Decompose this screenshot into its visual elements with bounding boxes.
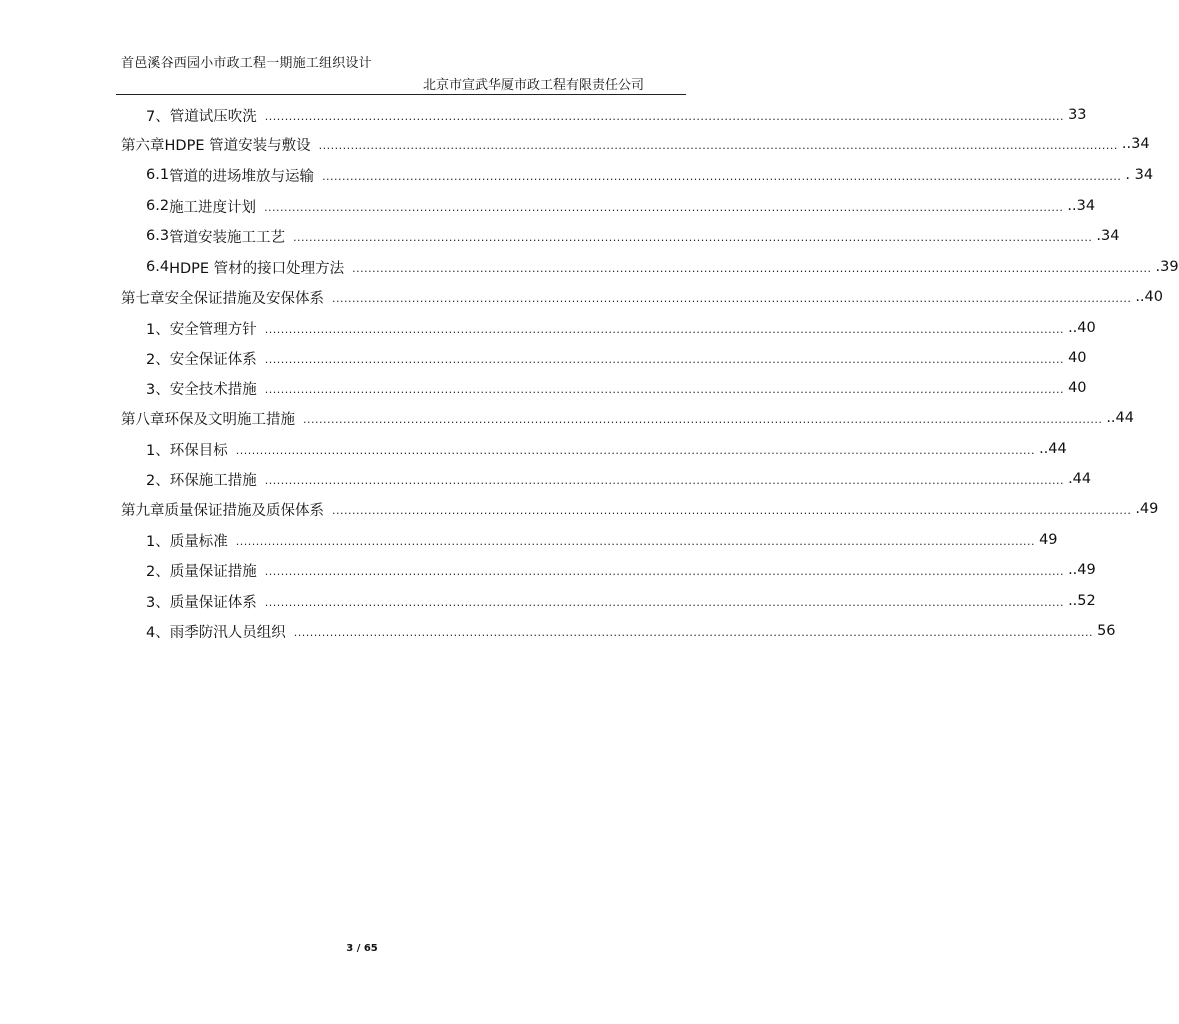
toc-entry-number: 1、 [146, 321, 170, 338]
toc-entry-number: 第八章 [121, 411, 165, 428]
toc-entry-page: . 34 [1125, 167, 1154, 183]
toc-entry[interactable] [121, 132, 1150, 156]
toc-entry[interactable] [146, 103, 1087, 127]
toc-entry-number: 1、 [146, 442, 170, 459]
toc-entry-page: ..44 [1106, 410, 1134, 426]
toc-entry-page: 33 [1068, 107, 1087, 123]
dot-leader: ........................................................................................................................................................................................................ [293, 231, 1093, 244]
toc-entry-number: 6.4 [146, 259, 170, 275]
toc-entry[interactable] [146, 255, 1179, 279]
dot-leader: ........................................................................................................................................................................................................ [264, 201, 1064, 214]
toc-entry-title: 施工进度计划 [169, 199, 257, 216]
toc-entry-title: 管道试压吹洗 [169, 108, 257, 125]
toc-entry-page: .44 [1068, 471, 1092, 487]
toc-entry-page: 40 [1068, 380, 1087, 396]
toc-entry[interactable] [146, 163, 1154, 187]
toc-entry-number: 7、 [146, 108, 170, 125]
toc-entry-number: 1、 [146, 533, 170, 550]
toc-entry-page: 49 [1039, 532, 1058, 548]
dot-leader: ........................................................................................................................................................................................................ [235, 444, 1036, 457]
dot-leader: ........................................................................................................................................................................................................ [303, 413, 1103, 426]
dot-leader: ........................................................................................................................................................................................................ [264, 596, 1065, 609]
toc-entry[interactable] [146, 437, 1067, 461]
toc-entry-title: 安全保证体系 [169, 351, 257, 368]
toc-entry-number: 6.3 [146, 228, 170, 244]
toc-entry[interactable] [146, 224, 1120, 248]
header-company-name: 北京市宣武华厦市政工程有限责任公司 [422, 78, 644, 93]
toc-entry-title: 环保及文明施工措施 [164, 411, 295, 428]
toc-entry-page: ..49 [1068, 562, 1096, 578]
toc-entry-title: HDPE 管材的接口处理方法 [169, 260, 345, 277]
toc-entry[interactable] [146, 194, 1096, 218]
toc-entry-page: ..34 [1067, 198, 1096, 214]
toc-entry-number: 2、 [146, 563, 170, 580]
toc-entry-title: 质量保证措施及质保体系 [164, 502, 324, 519]
dot-leader: ........................................................................................................................................................................................................ [264, 383, 1065, 396]
toc-entry-title: 管道的进场堆放与运输 [169, 168, 315, 185]
toc-entry-number: 第九章 [121, 502, 165, 519]
dot-leader: ........................................................................................................................................................................................................ [264, 353, 1065, 366]
dot-leader: ........................................................................................................................................................................................................ [264, 110, 1065, 123]
toc-entry-title: 管道安装施工工艺 [169, 229, 286, 246]
toc-entry[interactable] [146, 316, 1096, 340]
dot-leader: ........................................................................................................................................................................................................ [264, 565, 1065, 578]
toc-entry-page: ..40 [1068, 320, 1096, 336]
toc-entry-page: 40 [1068, 350, 1087, 366]
toc-entry[interactable] [121, 497, 1159, 521]
toc-entry-number: 第七章 [121, 290, 165, 307]
dot-leader: ........................................................................................................................................................................................................ [332, 292, 1132, 305]
toc-entry-page: .49 [1135, 501, 1159, 517]
header-project-title: 首邑溪谷西园小市政工程一期施工组织设计 [121, 56, 372, 71]
toc-entry-page: .34 [1096, 228, 1120, 244]
dot-leader: ........................................................................................................................................................................................................ [264, 323, 1065, 336]
dot-leader: ........................................................................................................................................................................................................ [235, 535, 1036, 548]
toc-entry[interactable] [146, 376, 1087, 400]
toc-entry[interactable] [146, 589, 1096, 613]
toc-entry-title: 安全管理方针 [169, 321, 257, 338]
dot-leader: ........................................................................................................................................................................................................ [332, 504, 1132, 517]
toc-entry-title: 安全技术措施 [169, 381, 257, 398]
dot-leader: ........................................................................................................................................................................................................ [293, 626, 1094, 639]
toc-entry[interactable] [146, 528, 1058, 552]
toc-entry-page: 56 [1097, 623, 1116, 639]
toc-entry-number: 6.1 [146, 167, 170, 183]
header-divider [116, 94, 686, 95]
toc-entry-page: ..44 [1039, 441, 1067, 457]
dot-leader: ........................................................................................................................................................................................................ [264, 474, 1065, 487]
toc-entry[interactable] [146, 346, 1087, 370]
toc-entry-title: 安全保证措施及安保体系 [164, 290, 324, 307]
toc-entry-page: .39 [1155, 259, 1179, 275]
toc-entry-page: ..52 [1068, 593, 1096, 609]
toc-entry[interactable] [121, 285, 1163, 309]
toc-entry-number: 4、 [146, 624, 170, 641]
toc-entry[interactable] [146, 619, 1116, 643]
toc-entry-title: 雨季防汛人员组织 [169, 624, 286, 641]
toc-entry-title: HDPE 管道安装与敷设 [164, 137, 311, 154]
dot-leader: ........................................................................................................................................................................................................ [352, 262, 1152, 275]
toc-entry-number: 2、 [146, 472, 170, 489]
toc-entry-number: 2、 [146, 351, 170, 368]
toc-entry-number: 3、 [146, 594, 170, 611]
toc-entry-title: 环保施工措施 [169, 472, 257, 489]
toc-entry-title: 质量保证措施 [169, 563, 257, 580]
toc-entry-number: 3、 [146, 381, 170, 398]
toc-entry-page: ..34 [1121, 136, 1150, 152]
toc-entry-title: 质量标准 [169, 533, 228, 550]
toc-entry[interactable] [146, 558, 1096, 582]
toc-entry-page: ..40 [1135, 289, 1163, 305]
toc-entry-number: 6.2 [146, 198, 170, 214]
toc-entry-title: 环保目标 [169, 442, 228, 459]
toc-entry-title: 质量保证体系 [169, 594, 257, 611]
toc-entry[interactable] [146, 467, 1092, 491]
toc-entry[interactable] [121, 406, 1134, 430]
toc-entry-number: 第六章 [121, 137, 165, 154]
page-number: 3 / 65 [346, 943, 378, 954]
dot-leader: ........................................................................................................................................................................................................ [318, 139, 1118, 152]
dot-leader: ........................................................................................................................................................................................................ [322, 170, 1122, 183]
